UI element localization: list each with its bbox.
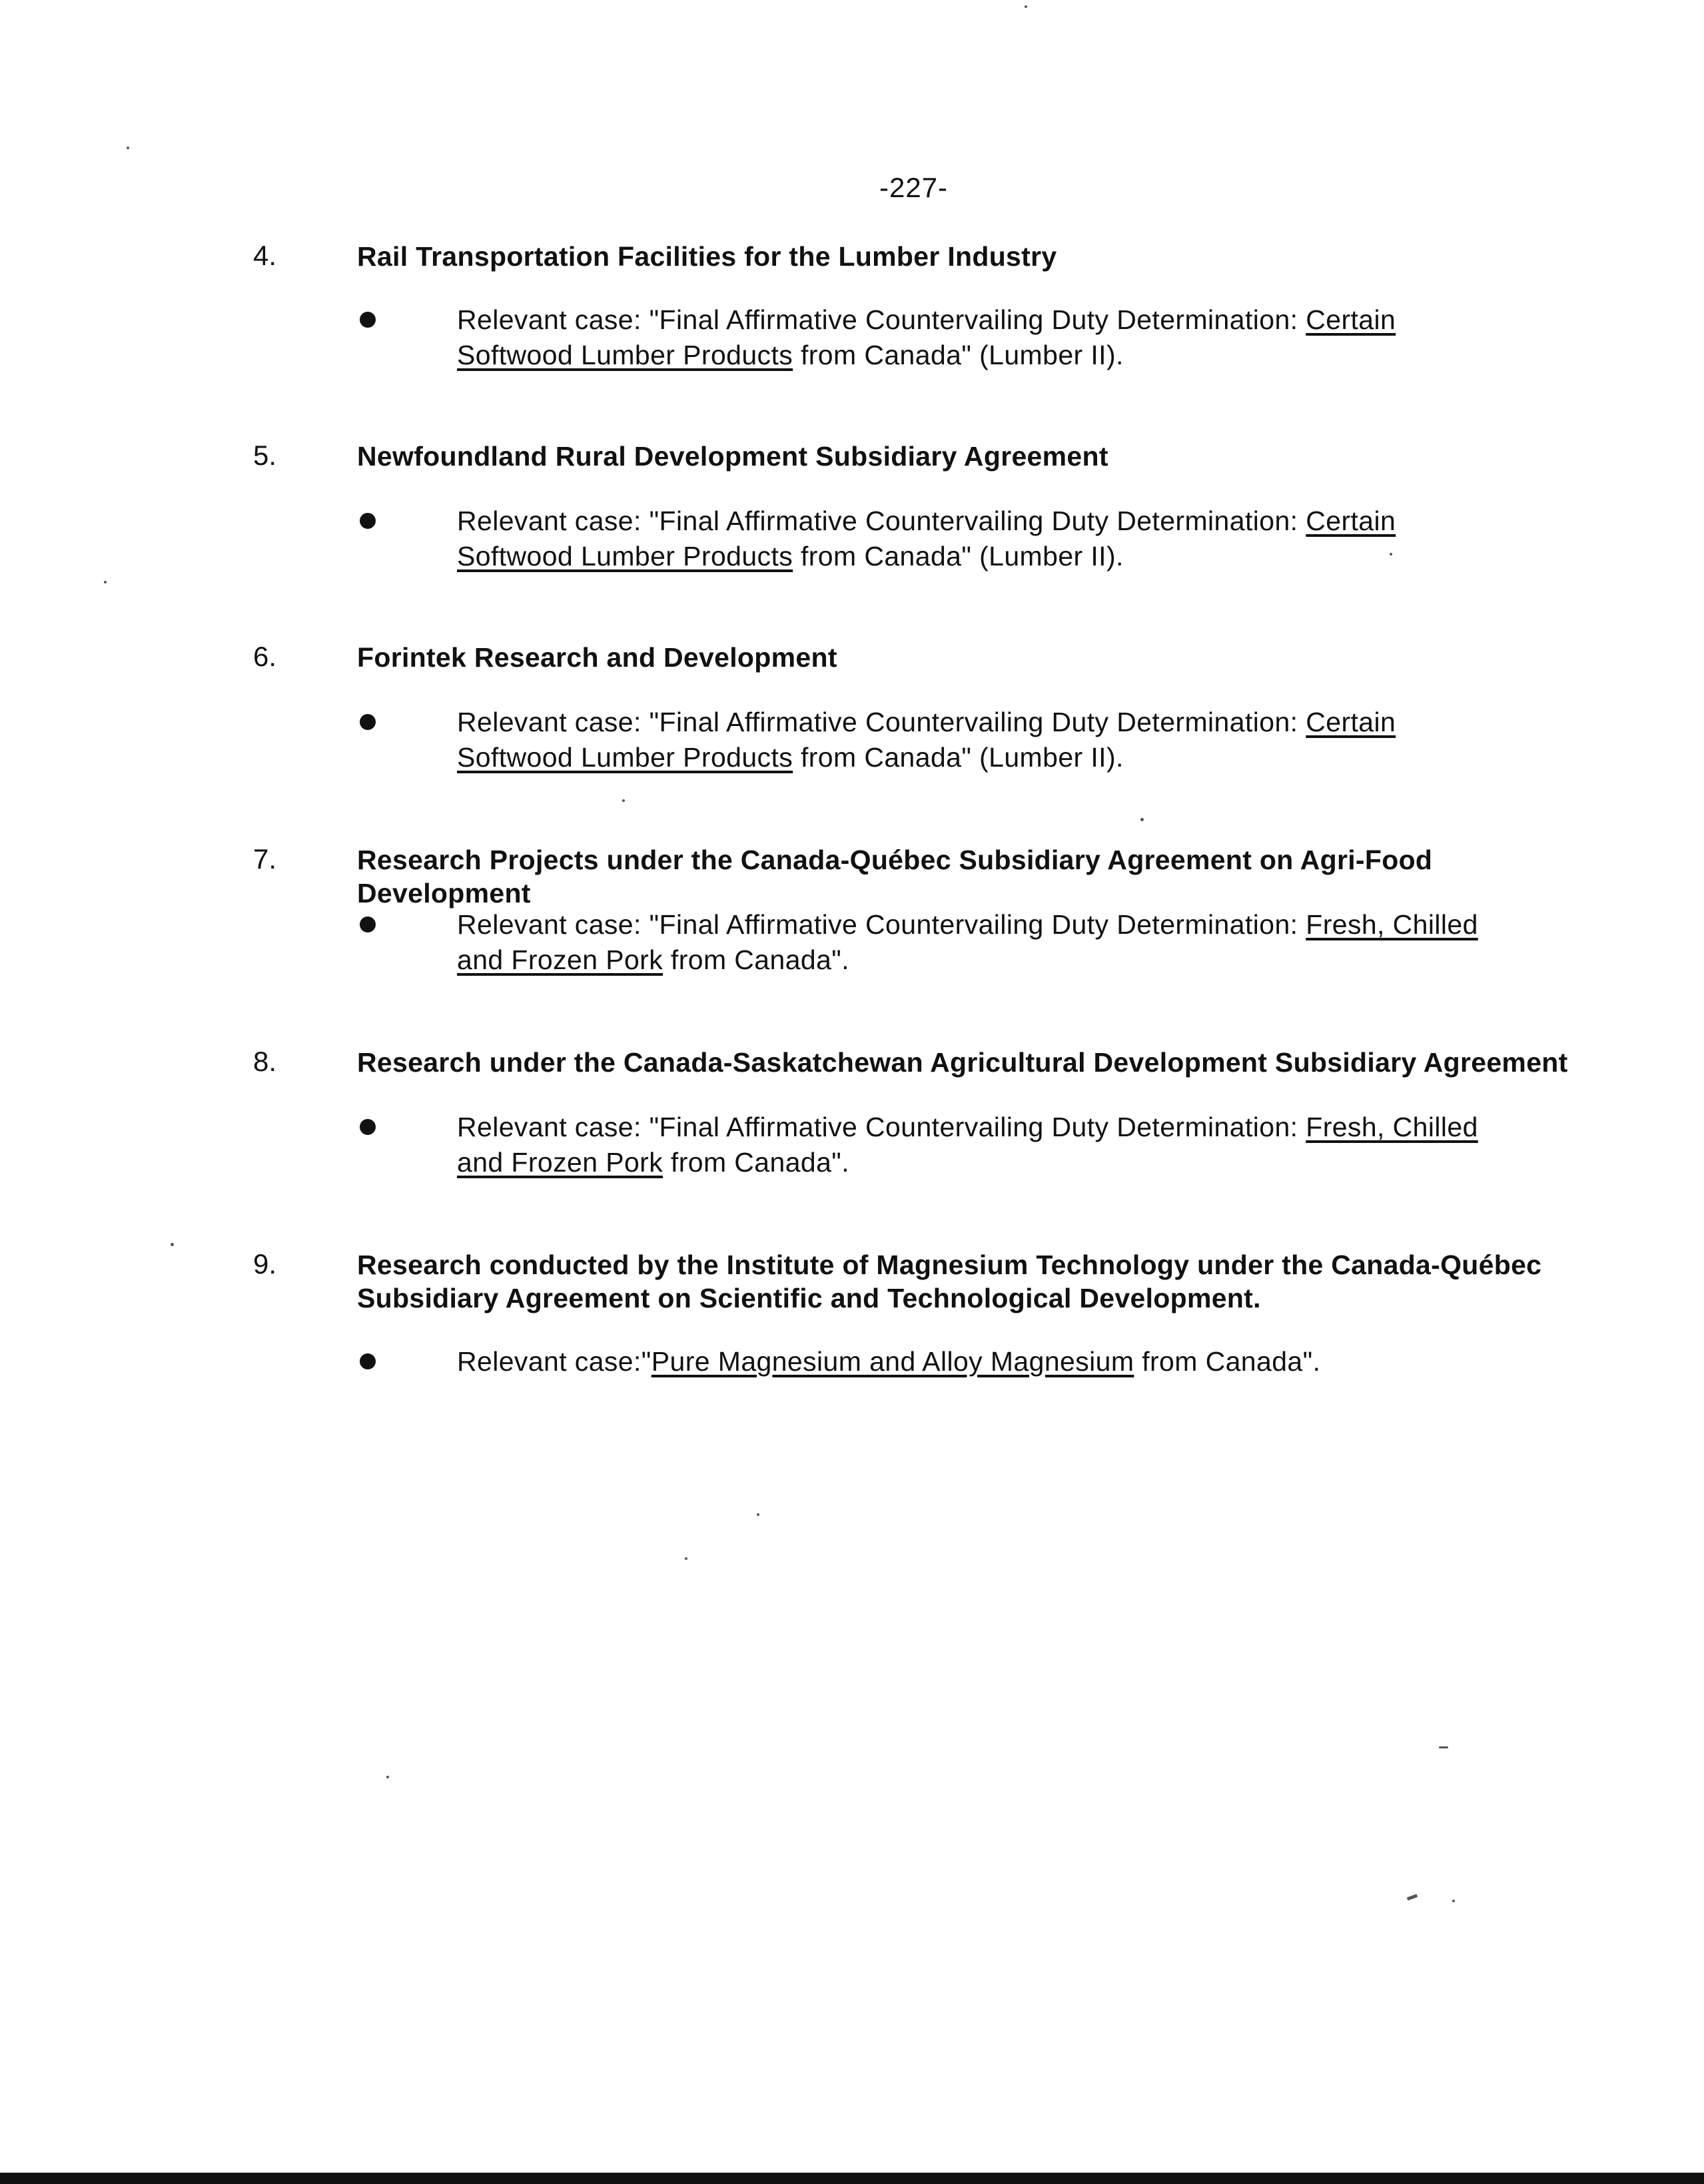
case-product: Certain Softwood Lumber Products <box>457 506 1396 571</box>
relevant-case-text <box>457 705 1496 775</box>
bullet-icon <box>360 312 376 328</box>
case-prefix: Relevant case: "Final Affirmative Countervailing Duty Determination: <box>457 304 1306 335</box>
page-bottom-edge <box>0 2173 1704 2184</box>
item-number: 9. <box>253 1248 277 1279</box>
item-number: 7. <box>253 843 277 875</box>
bullet-icon <box>360 513 376 529</box>
case-product: Certain Softwood Lumber Products <box>457 304 1396 370</box>
item-title: Research conducted by the Institute of Magnesium Technology under the Canada-Québec Subsidiary Agreement on Scientific and Technological Development. <box>357 1250 1542 1313</box>
case-prefix: Relevant case: "Final Affirmative Countervailing Duty Determination: <box>457 909 1306 940</box>
scan-speck <box>1140 818 1144 821</box>
case-product: Certain Softwood Lumber Products <box>457 707 1396 773</box>
item-number: 6. <box>253 641 277 672</box>
case-prefix: Relevant case: "Final Affirmative Countervailing Duty Determination: <box>457 506 1306 536</box>
page-number: -227- <box>879 172 949 203</box>
bullet-icon <box>360 1353 376 1369</box>
scan-speck <box>1407 1894 1418 1900</box>
case-product: Pure Magnesium and Alloy Magnesium <box>651 1346 1134 1377</box>
relevant-case-text <box>457 1110 1496 1180</box>
scan-speck <box>622 799 625 802</box>
case-product: Fresh, Chilled and Frozen Pork <box>457 1112 1478 1178</box>
bullet-icon <box>360 714 376 730</box>
case-prefix: Relevant case: "Final Affirmative Countervailing Duty Determination: <box>457 1112 1306 1142</box>
case-suffix: from Canada" (Lumber II). <box>793 541 1124 571</box>
item-title: Research Projects under the Canada-Québec Subsidiary Agreement on Agri-Food Development <box>357 845 1433 909</box>
item-title: Newfoundland Rural Development Subsidiary Agreement <box>357 441 1108 472</box>
bullet-icon <box>360 916 376 932</box>
scan-speck <box>1390 553 1392 555</box>
case-suffix: from Canada" (Lumber II). <box>793 340 1124 370</box>
scan-speck <box>127 147 129 149</box>
scan-speck <box>757 1513 759 1516</box>
item-title: Research under the Canada-Saskatchewan Agricultural Development Subsidiary Agreement <box>357 1047 1568 1078</box>
item-title: Forintek Research and Development <box>357 642 837 673</box>
scan-speck <box>685 1557 687 1560</box>
scan-speck <box>1025 5 1027 8</box>
item-number: 4. <box>253 240 277 271</box>
relevant-case-text <box>457 1344 1496 1379</box>
relevant-case-text <box>457 907 1496 978</box>
bullet-icon <box>360 1119 376 1135</box>
scan-speck <box>1439 1746 1448 1748</box>
item-number: 8. <box>253 1046 277 1077</box>
case-suffix: from Canada" (Lumber II). <box>793 742 1124 773</box>
relevant-case-text <box>457 302 1496 373</box>
item-number: 5. <box>253 440 277 471</box>
case-prefix: Relevant case:" <box>457 1346 651 1377</box>
case-suffix: from Canada". <box>663 1147 850 1178</box>
case-prefix: Relevant case: "Final Affirmative Countervailing Duty Determination: <box>457 707 1306 737</box>
scan-speck <box>1452 1900 1455 1902</box>
item-title: Rail Transportation Facilities for the Lumber Industry <box>357 241 1057 272</box>
case-product: Fresh, Chilled and Frozen Pork <box>457 909 1478 975</box>
scan-speck <box>104 581 107 583</box>
relevant-case-text <box>457 504 1496 574</box>
scan-speck <box>386 1776 389 1778</box>
scan-speck <box>171 1243 174 1246</box>
case-suffix: from Canada". <box>663 944 850 975</box>
case-suffix: from Canada". <box>1134 1346 1321 1377</box>
